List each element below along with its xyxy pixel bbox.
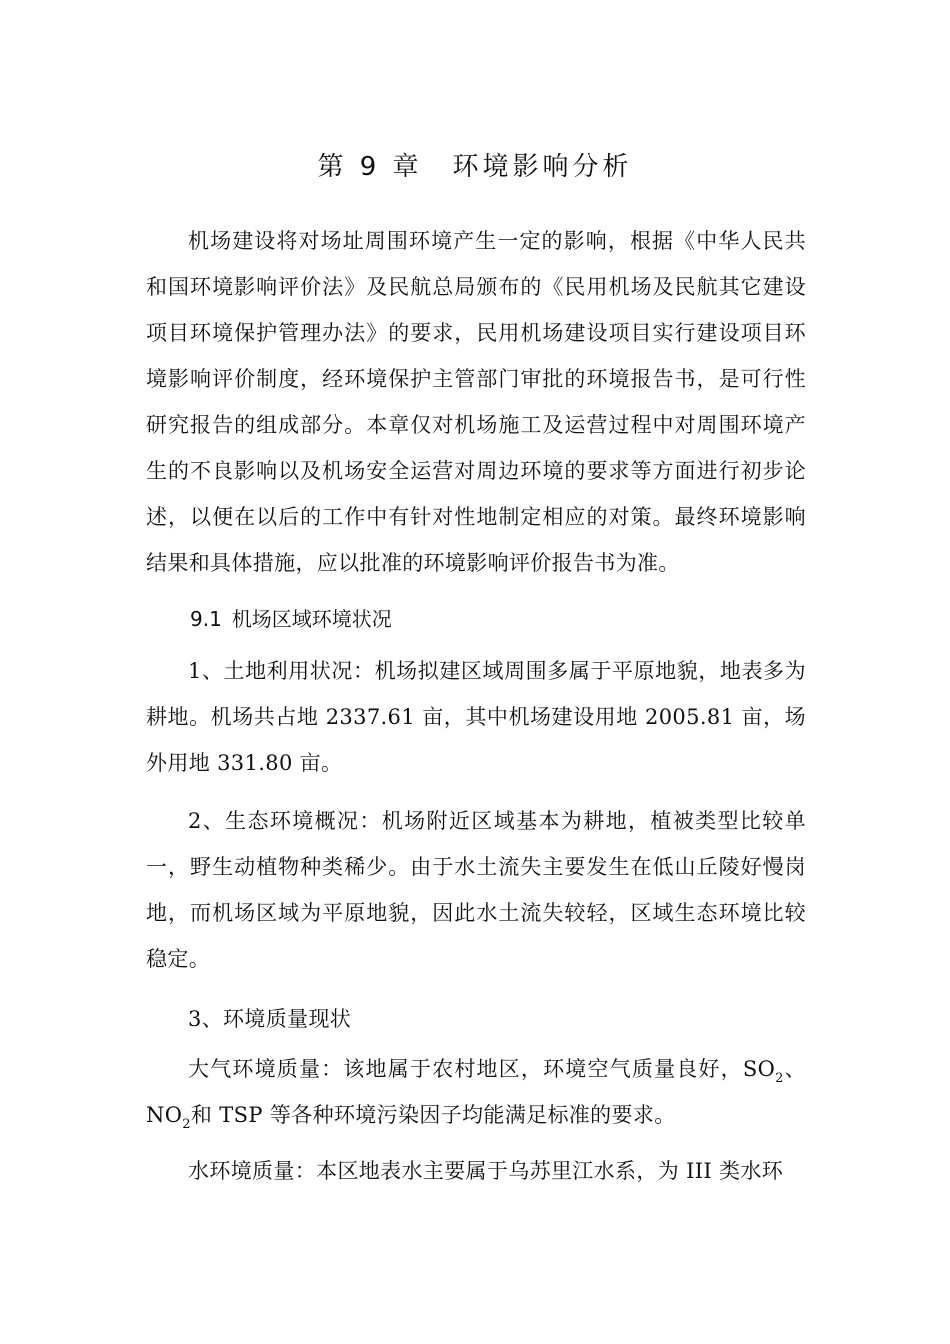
section-heading: [190, 598, 392, 640]
quality-heading: 3、环境质量现状: [188, 1007, 352, 1031]
air-text-1: 大气环境质量：该地属于农村地区，环境空气质量良好，SO: [188, 1057, 776, 1081]
chapter-number: 第 9 章: [317, 152, 423, 182]
land-use-paragraph: 1、土地利用状况：机场拟建区域周围多属于平原地貌，地表多为耕地。机场共占地 2337.61 亩，其中机场建设用地 2005.81 亩，场外用地 331.80 亩。: [146, 659, 806, 775]
air-quality-paragraph: [146, 1046, 806, 1138]
section-title: 机场区域环境状况: [231, 607, 392, 631]
air-text-2: 、NO: [146, 1057, 806, 1127]
intro-paragraph: 机场建设将对场址周围环境产生一定的影响，根据《中华人民共和国环境影响评价法》及民航总局颁布的《民用机场及民航其它建设项目环境保护管理办法》的要求，民用机场建设项目实行建设项目环境影响评价制度，经环境保护主管部门审批的环境报告书，是可行性研究报告的组成部分。本章仅对机场施工及运营过程中对周围环境产生的不良影响以及机场安全运营对周边环境的要求等方面进行初步论述，以便在以后的工作中有针对性地制定相应的对策。最终环境影响结果和具体措施，应以批准的环境影响评价报告书为准。: [146, 229, 806, 575]
water-quality-paragraph: 水环境质量：本区地表水主要属于乌苏里江水系，为 III 类水环: [188, 1159, 784, 1183]
chapter-name: 环境影响分析: [452, 152, 633, 182]
so2-subscript: 2: [775, 1071, 784, 1086]
chapter-title: [0, 142, 950, 192]
section-number: 9.1: [190, 607, 222, 631]
air-text-3: 和 TSP 等各种环境污染因子均能满足标准的要求。: [190, 1103, 676, 1127]
no2-subscript: 2: [182, 1117, 191, 1132]
ecology-paragraph: 2、生态环境概况：机场附近区域基本为耕地，植被类型比较单一，野生动植物种类稀少。由于水土流失主要发生在低山丘陵好慢岗地，而机场区域为平原地貌，因此水土流失较轻，区域生态环境比较稳定。: [146, 809, 806, 971]
